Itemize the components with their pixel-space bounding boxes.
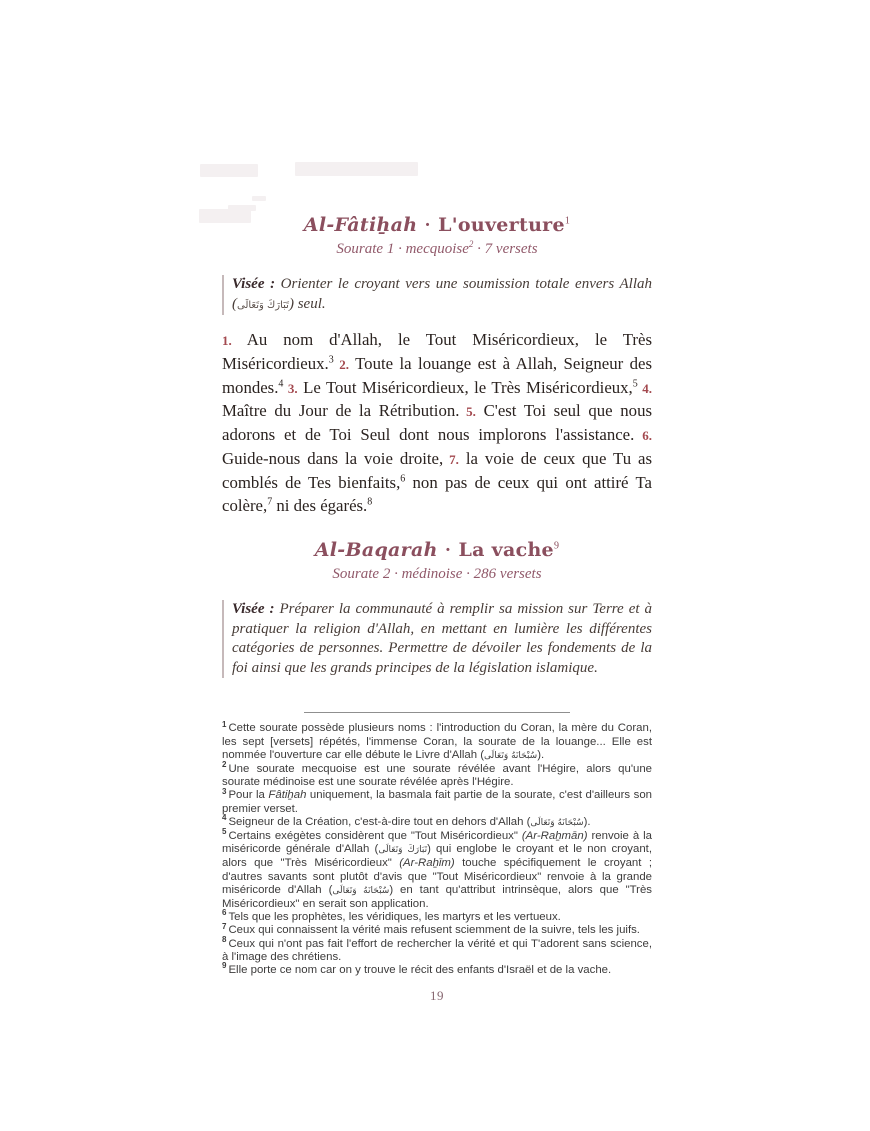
text-run: Cette sourate possède plusieurs noms : l'introduction du Coran, la mère du Coran, les sept [versets] répétés, l'immense Coran, la sourate de la louange... Elle est nommée l'ouverture car elle débute le Livre d'Allah ( [222,722,652,761]
text-run: Certains exégètes considèrent que "Tout Miséricordieux" [228,830,522,842]
text-run: Maître du Jour de la Rétribution. [222,401,460,421]
sura-subtitle-baqarah [222,565,652,583]
footnote-number: 4 [222,813,227,822]
footnote-number: 3 [222,786,227,796]
verse-number: 5. [459,404,476,420]
sura-title-baqarah [222,539,652,562]
text-run: ) en tant qu'attribut intrinsèque, alors que "Très Miséricordieux" en serait son application. [222,883,652,911]
subtitle-text: · 7 versets [473,241,538,257]
footnote-item [222,908,652,924]
footnote-item [222,719,652,763]
verse-number: 1. [222,333,232,348]
footnote-number: 7 [222,921,227,931]
verse-number: 3. [283,380,298,396]
footnote-separator-rule [304,712,570,713]
text-run: ). [583,815,591,828]
footnote-item [222,961,652,977]
text-run: Ceux qui connaissent la vérité mais refusent sciemment de la suivre, tels les juifs. [228,924,640,937]
footnote-ref: 4 [278,378,284,389]
footnote-ref: 9 [553,541,560,553]
footnote-item [222,921,652,937]
footnote-item [222,813,652,830]
verses-paragraph [222,329,652,517]
footnote-number: 5 [222,827,227,837]
text-run: ) qui englobe le croyant et le non croyant, alors que "Très Miséricordieux" [222,843,652,870]
footnote-number: 1 [222,719,227,729]
footnote-ref: 7 [267,495,273,507]
text-run: non pas de ceux qui ont attiré Ta colère, [222,472,652,515]
sura-subtitle-fatihah [222,240,652,258]
text-run: Orienter le croyant vers une soumission totale envers Allah ( [232,276,653,312]
arabic-honorific: تَبَارَكَ وَتَعَالَى [378,845,428,856]
text-run: Préparer la communauté à remplir sa mission sur Terre et à pratiquer la religion d'Allah, en mettant en lumière les différentes catégories de personnes. Permettre de dévoiler les fondements de la foi ainsi que les grands principes de la législation islamique. [232,601,652,676]
visee-block-baqarah [222,600,652,678]
text-run: uniquement, la basmala fait partie de la sourate, c'est d'ailleurs son premier verset. [222,789,652,815]
footnote-ref: 5 [632,378,638,389]
footnote-number: 2 [222,760,227,770]
title-separator-dot: · [439,540,457,562]
footnote-item [222,934,652,964]
footnote-ref: 1 [564,215,571,227]
text-run: touche spécifiquement le croyant ; d'autres savants sont plutôt d'avis que "Tout Miséricordieux" renvoie à la grande miséricorde d'Allah ( [222,857,652,896]
footnote-number: 6 [222,908,227,918]
sura-name-french: La vache [458,539,554,562]
verse-number: 2. [333,356,349,372]
text-run-italic: Fâtiẖah [268,789,307,802]
subtitle-text: Sourate 2 · médinoise · 286 versets [332,566,542,583]
footnote-item [222,786,652,815]
footnote-ref: 6 [400,473,406,485]
text-run: Tels que les prophètes, les véridiques, les martyrs et les vertueux. [228,911,561,924]
arabic-honorific: سُبْحَانَهُ وَتَعَالَى [484,750,538,761]
text-run: Pour la [228,789,269,802]
text-run: Toute la louange est à Allah, Seigneur des mondes. [222,353,653,397]
text-run: Au nom d'Allah, le Tout Miséricordieux, le Très Miséricordieux. [222,330,652,373]
sura-name-transliteration: Al-Baqarah [314,539,438,562]
arabic-honorific: سُبْحَانَهُ وَتَعَالَى [530,817,584,828]
visee-text [232,601,652,676]
arabic-honorific: سُبْحَانَهُ وَتَعَالَى [332,885,390,896]
verse-number: 7. [443,451,459,467]
footnote-number: 8 [222,934,227,944]
footnotes-list [222,719,652,977]
footnote-ref: 3 [328,354,334,366]
text-run: la voie de ceux que Tu as comblés de Tes bienfaits, [222,448,653,492]
sura-name-french: L'ouverture [438,214,565,236]
sura-title-fatihah [222,214,652,237]
text-run: ) seul. [288,295,326,312]
text-run: Seigneur de la Création, c'est-à-dire tout en dehors d'Allah ( [228,815,531,828]
footnote-ref: 8 [367,495,373,507]
arabic-honorific: تَبَارَكَ وَتَعَالَى [237,299,289,311]
sura-name-transliteration: Al-Fâtiẖah [303,214,418,236]
subtitle-text: Sourate 1 · mecquoise [336,241,469,257]
footnote-ref: 2 [468,239,474,249]
title-separator-dot: · [419,215,437,236]
text-run: Ceux qui n'ont pas fait l'effort de rechercher la vérité et qui T'adorent sans science, à l'image des chrétiens. [222,937,652,963]
text-run: Elle porte ce nom car on y trouve le récit des enfants d'Israël et de la vache. [228,964,612,977]
visee-label: Visée : [232,276,276,292]
text-run: Le Tout Miséricordieux, le Très Miséricordieux, [297,377,633,397]
text-run-italic: (Ar-Raẖmān) [521,830,588,842]
text-run: Guide-nous dans la voie droite, [222,448,444,468]
page-content [222,0,652,1004]
footnote-item [222,827,652,911]
footnote-number: 9 [222,961,227,971]
text-run-italic: (Ar-Raẖīm) [399,857,455,870]
page-number: 19 [430,988,444,1004]
text-run: renvoie à la miséricorde générale d'Allah ( [222,830,652,856]
verse-number: 4. [637,380,653,396]
verse-number: 6. [634,428,652,444]
text-run: ni des égarés. [272,495,368,515]
visee-text [232,276,652,312]
footnote-item [222,760,652,789]
visee-label: Visée : [232,601,275,618]
text-run: C'est Toi seul que nous adorons et de Toi Seul dont nous implorons l'assistance. [222,401,652,445]
text-run: Une sourate mecquoise est une sourate révélée avant l'Hégire, alors qu'une sourate médinoise est une sourate révélée après l'Hégire. [222,762,652,789]
visee-block-fatihah [222,275,652,315]
text-run: ). [537,748,545,761]
